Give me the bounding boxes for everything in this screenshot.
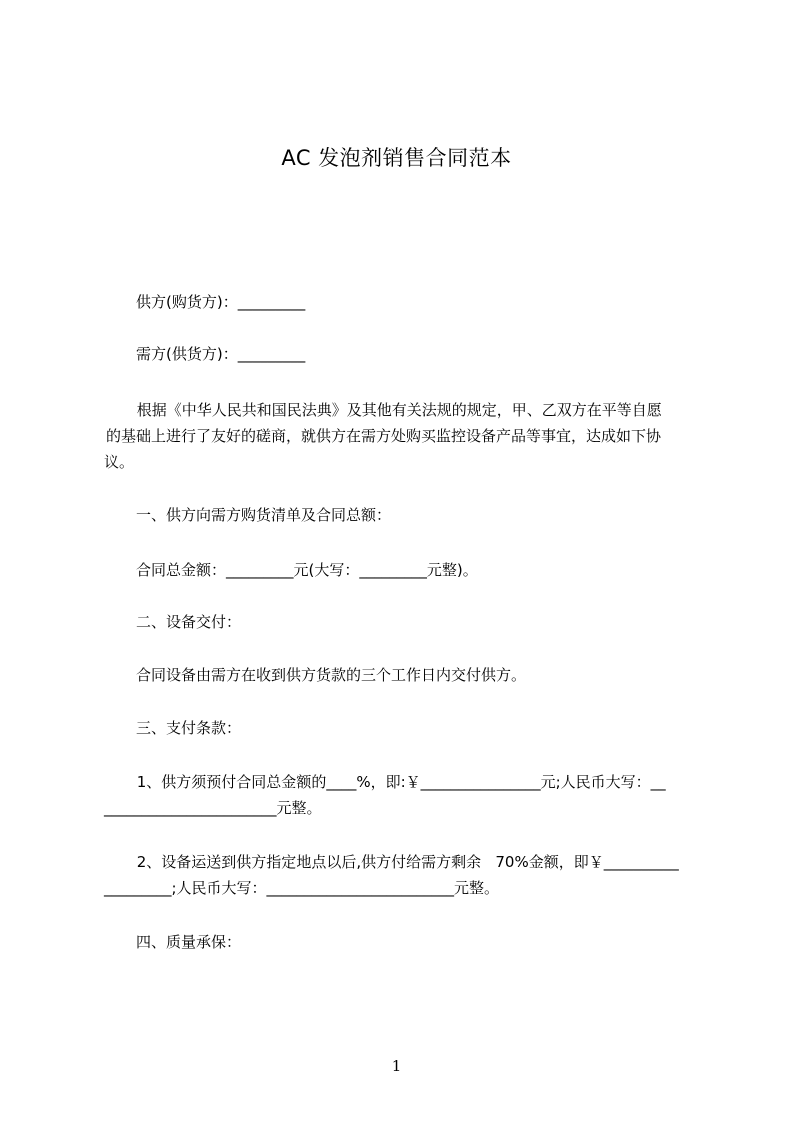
payment-1-line-2: _______________________元整。 <box>104 799 322 817</box>
delivery-text: 合同设备由需方在收到供方货款的三个工作日内交付供方。 <box>136 666 527 684</box>
section-3-heading: 三、支付条款： <box>136 719 242 737</box>
payment-2-line-2: _________;人民币大写：_________________________元整。 <box>104 879 500 897</box>
section-4-heading: 四、质量承保： <box>136 933 242 951</box>
buyer-line: 供方(购货方)：_________ <box>136 293 306 311</box>
intro-line-3: 议。 <box>104 453 135 471</box>
document-title: AC 发泡剂销售合同范本 <box>281 146 512 170</box>
section-2-heading: 二、设备交付： <box>136 613 242 631</box>
total-amount-line: 合同总金额：_________元(大写：_________元整)。 <box>136 561 478 579</box>
intro-line-1: 根据《中华人民共和国民法典》及其他有关法规的规定，甲、乙双方在平等自愿 <box>132 401 662 419</box>
payment-1-line-1: 1、供方须预付合同总金额的____%，即:￥________________元;人民币大写：__ <box>132 773 666 791</box>
seller-line: 需方(供货方)：_________ <box>136 345 306 363</box>
section-1-heading: 一、供方向需方购货清单及合同总额： <box>136 506 392 524</box>
page-number: 1 <box>391 1057 402 1075</box>
payment-2-line-1: 2、设备运送到供方指定地点以后,供方付给需方剩余 70%金额，即￥__________ <box>132 853 679 871</box>
intro-line-2: 的基础上进行了友好的磋商，就供方在需方处购买监控设备产品等事宜，达成如下协 <box>106 427 662 445</box>
